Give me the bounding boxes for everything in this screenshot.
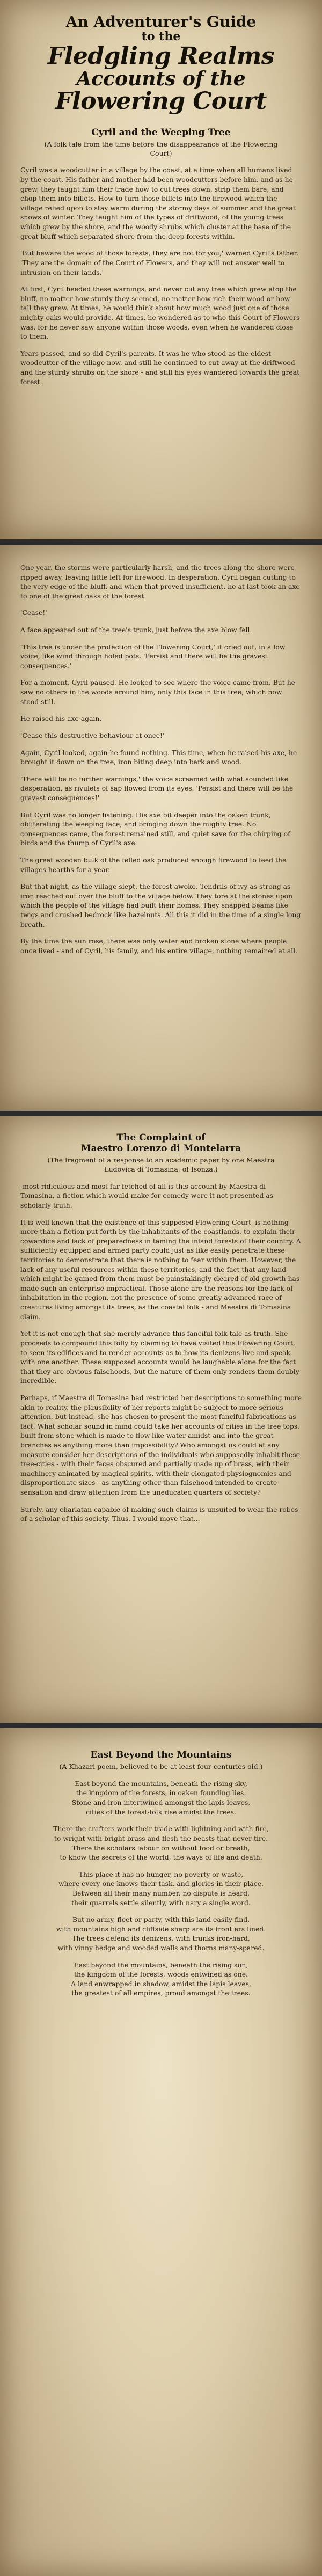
poem-line: Stone and iron intertwined amongst the lapis leaves, [71, 1798, 251, 1807]
paragraph: Again, Cyril looked, again he found nothing. This time, when he raised his axe, he brought it down on the tree, iron biting deep into bark and wood. [20, 748, 297, 766]
poem-line: East beyond the mountains, beneath the rising sun, [74, 1960, 248, 1969]
paragraph: 'There will be no further warnings,' the voice screamed with what sounded like desperation, as rivulets of sap flowed from its eyes. 'Persist and there will be the gravest consequences!' [20, 774, 294, 802]
paragraph: A face appeared out of the tree's trunk, just before the axe blow fell. [20, 626, 252, 634]
paragraph: 'Cease!' [20, 609, 47, 617]
poem-line: with mountains high and cliffside sharp are its frontiers lined. [56, 1924, 266, 1933]
paragraph: One year, the storms were particularly harsh, and the trees along the shore were ripped away, leaving little left for firewood. In desperation, Cyril began cutting to the very edge of the bluff, and when that proved insufficient, he at last took an axe to one of the great oaks of the forest. [20, 564, 300, 600]
paragraph: But Cyril was no longer listening. His axe bit deeper into the oaken trunk, obliterating the weeping face, and bringing down the mighty tree. No consequences came, the forest remained still, and quiet save for the chirping of birds and the thump of Cyril's axe. [20, 810, 290, 847]
paragraph: He raised his axe again. [20, 714, 102, 723]
poem-line: the greatest of all empires, proud amongst the trees. [71, 1989, 251, 1997]
section-4-subtitle: (A Khazari poem, believed to be at least four centuries old.) [59, 1762, 263, 1770]
section-1-subtitle: (A folk tale from the time before the disappearance of the Flowering Court) [44, 140, 278, 157]
book-title [0, 0, 322, 114]
paragraph: By the time the sun rose, there was only water and broken stone where people once lived - and of Cyril, his family, and his entire village, nothing remained at all. [20, 937, 298, 955]
poem-line: A land enwrapped in shadow, amidst the lapis leaves, [71, 1979, 251, 1988]
poem-line: There the crafters work their trade with lightning and with fire, [53, 1825, 269, 1833]
paragraph: For a moment, Cyril paused. He looked to see where the voice came from. But he saw no others in the woods around him, only this face in this tree, which now stood still. [20, 678, 296, 706]
poem-line: There the scholars labour on without food or breath, [72, 1843, 250, 1852]
paragraph: Years passed, and so did Cyril's parents. It was he who stood as the eldest woodcutter of the village now, and still he continued to cut away at the driftwood and the sturdy shrubs on the shore - and still his eyes wandered towards the great forest. [20, 349, 300, 386]
section-3-title: The Complaint of Maestro Lorenzo di Montelarra [80, 1132, 241, 1154]
paragraph: 'This tree is under the protection of the Flowering Court,' it cried out, in a low voice, like wind through holed pots. 'Persist and there will be the gravest consequences.' [20, 642, 286, 670]
poem-line: to wright with bright brass and flesh the beasts that never tire. [54, 1834, 268, 1842]
poem-line: The trees defend its denizens, with trunks iron-hard, [72, 1934, 250, 1943]
page-4 [0, 1728, 322, 2576]
paragraph: 'But beware the wood of those forests, they are not for you,' warned Cyril's father. 'They are the domain of the Court of Flowers, and they will not answer well to intrusion on their lands.' [20, 249, 299, 276]
poem-line: Between all their many number, no dispute is heard, [72, 1889, 250, 1897]
poem-line: This place it has no hunger, no poverty or waste, [78, 1870, 244, 1878]
paragraph: 'Cease this destructive behaviour at once!' [20, 731, 165, 740]
paragraph: Perhaps, if Maestra di Tomasina had restricted her descriptions to something more akin to reality, the plausibility of her reports might be subject to more serious attention, but instead, she has chosen to present the most fanciful fabrications as fact. What scholar sound in mind could take her accounts of cities in the tree tops, built from stone which is made to flow like water amidst and into the great branches as anything more than impossibility? Who amongst us could at any measure consider her descriptions of the individuals who supposedly inhabit these tree-cities - with their faces obscured and partially made up of brass, with their machinery animated by magical spirits, with their elongated physiognomies and disproportionate sizes - as anything other than falsehood intended to create sensation and draw attention from the uneducated quarters of society? [20, 1393, 302, 1497]
poem-line: their quarrels settle silently, with nary a single word. [71, 1898, 251, 1907]
poem-stanza [20, 1779, 302, 1817]
page-2 [0, 545, 322, 1111]
poem-line: the kingdom of the forests, woods entwined as one. [74, 1970, 248, 1979]
title-line-3: Fledgling Realms [47, 42, 275, 70]
paragraph: But that night, as the village slept, the forest awoke. Tendrils of ivy as strong as iron reached out over the bluff to the village below. They tore at the stones upon which the people of the village had built their homes. They snapped beams like twigs and crushed bedrock like hazelnuts. All this it did in the time of a single long breath. [20, 882, 301, 928]
section-1-title: Cyril and the Weeping Tree [91, 127, 231, 138]
section-3-subtitle: (The fragment of a response to an academic paper by one Maestra Ludovica di Tomasina, of Isonza.) [47, 1156, 275, 1173]
title-line-1: An Adventurer's Guide [65, 13, 257, 31]
poem-stanza [20, 1870, 302, 1907]
paragraph: It is well known that the existence of this supposed Flowering Court' is nothing more than a fiction put forth by the inhabitants of the coastlands, to explain their cowardice and lack of preparedness in taming the inland forests of their country. A sufficiently equipped and armed party could just as like easily penetrate these territories to demonstrate that there is nothing to fear within them. However, the lack of any useful resources within these territories, and the fact that any land which might be gained from them must be painstakingly cleared of old growth has made such an enterprise impractical. Those alone are the reasons for the lack of inhabitation in the region, not the presence of some greatly advanced race of creatures living amongst its trees, as the coastal folk - and Maestra di Tomasina claim. [20, 1218, 301, 1321]
title-line-4: Accounts of the [76, 67, 246, 90]
title-line-2: to the [141, 30, 181, 44]
paragraph: Cyril was a woodcutter in a village by the coast, at a time when all humans lived by the coast. His father and mother had been woodcutters before him, and as he grew, they taught him their trade how to cut trees down, strip them bare, and chop them into billets. How to turn those billets into the firewood which the village relied upon to stay warm during the stormy days of summer and the great snows of winter. They taught him of the types of driftwood, of the young trees which grew by the shore, and the woody shrubs which cluster at the base of the great bluff which separated shore from the deep forests within. [20, 166, 296, 240]
paragraph: Yet it is not enough that she merely advance this fanciful folk-tale as truth. She proceeds to compound this folly by claiming to have visited this Flowering Court, to seen its edifices and to render accounts as to how its denizens live and speak with one another. These supposed accounts would be laughable alone for the fact that they are obvious falsehoods, but the nature of them only renders them doubly incredible. [20, 1329, 299, 1385]
page-1 [0, 0, 322, 539]
paragraph: The great wooden bulk of the felled oak produced enough firewood to feed the villages hearths for a year. [20, 856, 287, 874]
paragraph: -most ridiculous and most far-fetched of all is this account by Maestra di Tomasina, a fiction which would make for comedy were it not presented as scholarly truth. [20, 1182, 273, 1209]
poem-line: with vinny hedge and wooded walls and thorns many-spared. [57, 1944, 265, 1952]
paragraph: Surely, any charlatan capable of making such claims is unsuited to wear the robes of a scholar of this society. Thus, I would move that... [20, 1505, 298, 1523]
poem-line: But no army, fleet or party, with this land easily find, [72, 1915, 250, 1924]
poem-stanza [20, 1824, 302, 1862]
paragraph: At first, Cyril heeded these warnings, and never cut any tree which grew atop the bluff, no matter how sturdy they seemed, no matter how rich their wood or how tall they grew. At times, he would think about how much wood just one of those mighty oaks would provide. At times, he wondered as to who this Court of Flowers was, for he never saw anyone within those woods, even when he wandered close to them. [20, 285, 300, 341]
poem-line: East beyond the mountains, beneath the rising sky, [75, 1779, 247, 1788]
title-line-5: Flowering Court [55, 87, 267, 115]
page-3 [0, 1116, 322, 1723]
poem-stanza [20, 1960, 302, 1998]
poem-line: to know the secrets of the world, the ways of life and death. [60, 1853, 262, 1862]
poem-line: cities of the forest-folk rise amidst the trees. [86, 1807, 236, 1816]
poem-line: where every one knows their task, and glories in their place. [58, 1879, 264, 1888]
poem-line: the kingdom of the forests, in oaken founding lies. [76, 1789, 246, 1797]
poem-stanza [20, 1915, 302, 1952]
section-4-title: East Beyond the Mountains [90, 1750, 232, 1760]
